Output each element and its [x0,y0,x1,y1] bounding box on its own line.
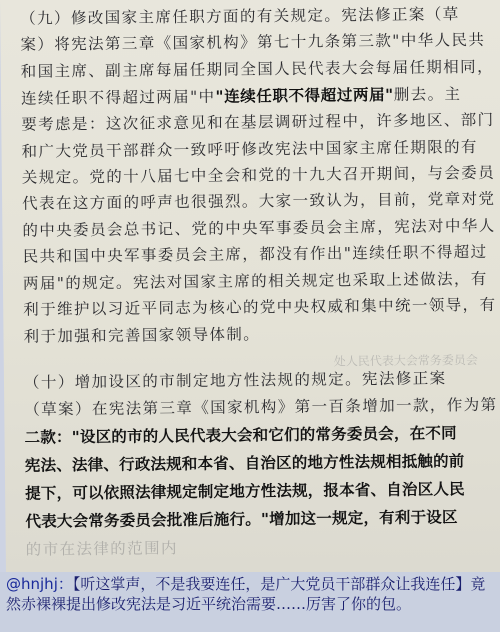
doc-line-15: （草案）在宪法第三章《国家机构》第一百条增加一款，作为第 [24,395,498,419]
doc-line-4-start: 连续任职不得超过两届"中 [20,87,216,108]
doc-line-12: 利于维护以习近平同志为核心的党中央权威和集中统一领导，有 [23,295,497,319]
doc-line-20: 的市在法律的范围内 [25,539,178,559]
doc-line-7: 关规定。党的十八届七中全会和党的十九大召开期间，与会委员 [21,163,496,187]
user-handle[interactable]: @hnjhj： [6,575,73,593]
doc-quoted-phrase: "连续任职不得超过两届" [215,85,394,106]
post-caption [0,572,500,632]
bleed-through-text: 处人民代表大会常务委员会 [333,353,478,369]
doc-line-1: （九）修改国家主席任职方面的有关规定。宪法修正案（草 [20,5,460,28]
doc-line-10: 民共和国中央军事委员会主席，都没有作出"连续任职不得超过 [22,242,488,266]
doc-line-2: 案）将宪法第三章《国家机构》第七十九条第三款"中华人民共 [20,30,486,54]
doc-line-3: 和国主席、副主席每届任期同全国人民代表大会每届任期相同， [20,57,495,81]
doc-line-5: 要考虑是：这次征求意见和在基层调研过程中，许多地区、部门 [21,110,495,134]
doc-line-4-end: 删去。主 [393,85,462,104]
doc-line-6: 和广大党员干部群众一致呼吁修改宪法中国家主席任期限的有 [21,138,478,161]
doc-line-18: 提下，可以依照法律规定制定地方性法规，报本省、自治区人民 [25,480,465,503]
doc-line-13: 利于加强和完善国家领导体制。 [23,325,261,346]
doc-line-4 [21,84,491,109]
doc-line-17: 宪法、法律、行政法规和本省、自治区的地方性法规相抵触的前 [24,452,465,475]
doc-line-14: （十）增加设区的市制定地方性法规的规定。宪法修正案 [23,369,447,392]
doc-line-9: 的中央委员会总书记、党的中央军事委员会主席，宪法对中华人 [22,216,496,240]
doc-line-11: 两届"的规定。宪法对国家主席的相关规定也采取上述做法，有 [22,269,488,293]
caption-text: 【听这掌声，不是我要连任，是广大党员干部群众让我连任】竟然赤裸裸提出修改宪法是习近平统治需要……厉害了你的包。 [6,575,486,613]
doc-line-19: 代表大会常务委员会批准后施行。"增加这一规定，有利于设区 [25,508,458,531]
doc-line-16: 二款："设区的市的人民代表大会和它们的常务委员会，在不同 [24,424,457,447]
doc-line-8: 代表在这方面的呼声也很强烈。大家一致认为，目前，党章对党 [22,189,496,213]
